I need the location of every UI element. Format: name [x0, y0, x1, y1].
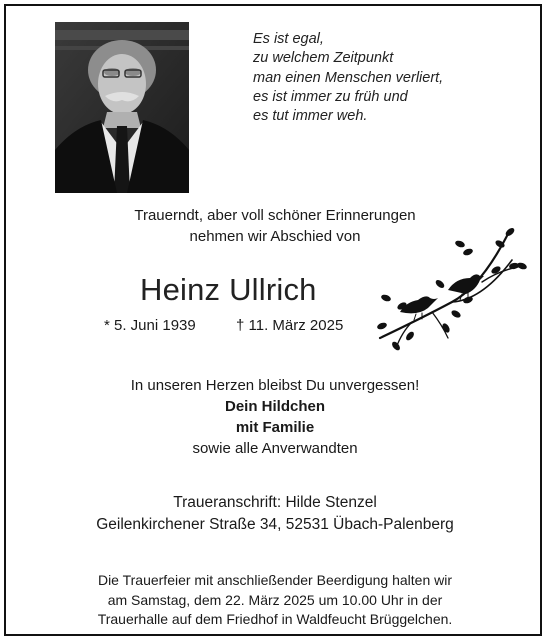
- ceremony-line: Trauerhalle auf dem Friedhof in Waldfeucht Brüggelchen.: [97, 611, 453, 627]
- ceremony-line: am Samstag, dem 22. März 2025 um 10.00 Uhr in der: [107, 591, 443, 608]
- address-street: Geilenkirchener Straße 34, 52531 Übach-Palenberg: [96, 515, 454, 533]
- poem-line: Es ist egal,: [253, 31, 324, 47]
- family-section: [0, 375, 550, 459]
- funeral-ceremony-notice: [0, 571, 550, 630]
- death-date: † 11. März 2025: [236, 317, 344, 334]
- portrait-photo: [55, 22, 189, 193]
- deceased-name: Heinz Ullrich: [140, 272, 317, 307]
- mourning-address: [0, 492, 550, 535]
- poem-line: man einen Menschen verliert,: [253, 69, 444, 86]
- poem-line: es tut immer weh.: [253, 108, 368, 125]
- address-contact: Traueranschrift: Hilde Stenzel: [173, 494, 377, 511]
- poem-line: es ist immer zu früh und: [253, 88, 408, 105]
- remembrance-line: In unseren Herzen bleibst Du unvergessen!: [130, 377, 420, 394]
- ceremony-line: Die Trauerfeier mit anschließender Beerdigung halten wir: [97, 572, 453, 588]
- birds-on-branch-icon: [372, 220, 532, 360]
- poem-line: zu welchem Zeitpunkt: [253, 50, 394, 67]
- spouse-name: Dein Hildchen: [224, 398, 325, 415]
- family-line: mit Familie: [235, 419, 315, 436]
- intro-line: Trauerndt, aber voll schöner Erinnerungen: [134, 207, 416, 224]
- relatives-line: sowie alle Anverwandten: [192, 440, 358, 457]
- intro-line: nehmen wir Abschied von: [189, 227, 361, 245]
- memorial-poem: [253, 30, 443, 126]
- birth-date: * 5. Juni 1939: [104, 317, 196, 334]
